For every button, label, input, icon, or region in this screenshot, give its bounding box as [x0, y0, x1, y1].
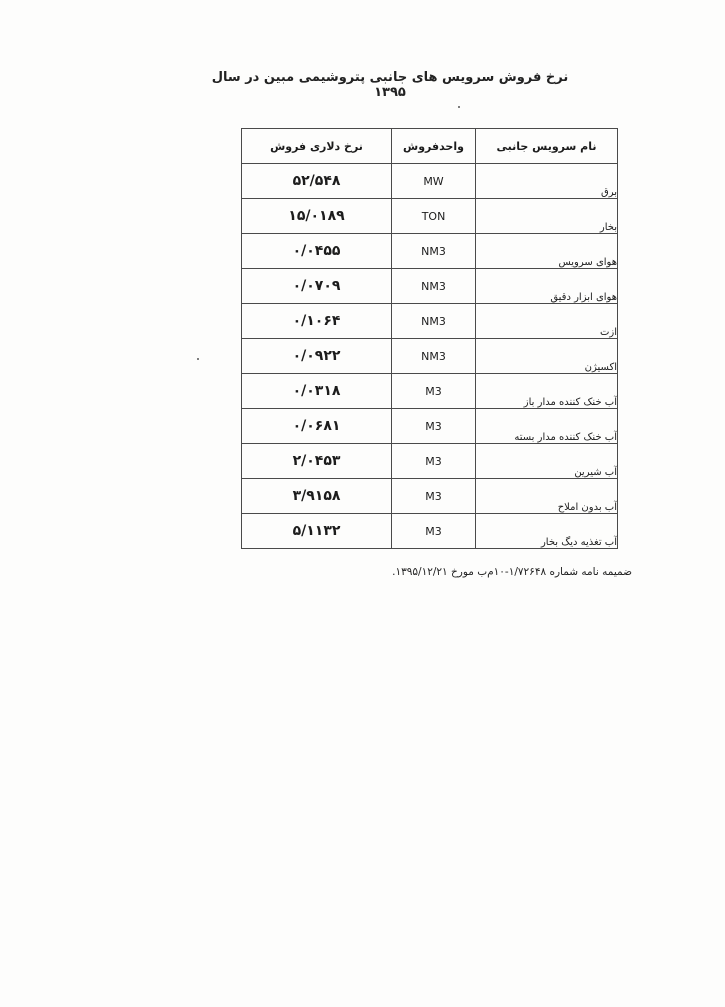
unit-cell: NM3 [392, 339, 476, 374]
table-row [242, 269, 618, 304]
table-row [242, 339, 618, 374]
table-row [242, 409, 618, 444]
rate-cell: ۲/۰۴۵۳ [242, 444, 392, 479]
service-name-cell: آب شیرین [476, 444, 618, 479]
service-name-cell: اکسیژن [476, 339, 618, 374]
rate-cell: ۰/۰۹۲۲ [242, 339, 392, 374]
unit-cell: TON [392, 199, 476, 234]
rate-cell: ۰/۰۴۵۵ [242, 234, 392, 269]
unit-cell: M3 [392, 444, 476, 479]
rate-cell: ۵/۱۱۳۲ [242, 514, 392, 549]
rate-cell: ۳/۹۱۵۸ [242, 479, 392, 514]
service-name-cell: آب بدون املاح [476, 479, 618, 514]
table-row [242, 444, 618, 479]
unit-cell: M3 [392, 409, 476, 444]
attachment-footnote: ضمیمه نامه شماره ۱/۷۲۶۴۸-۱۰م‌ب مورخ ۱۳۹۵/۱۲/۲۱. [392, 566, 632, 578]
scan-speck [458, 106, 460, 108]
table-header-row [242, 129, 618, 164]
unit-cell: NM3 [392, 234, 476, 269]
service-name-cell: برق [476, 164, 618, 199]
unit-cell: M3 [392, 514, 476, 549]
header-rate: نرخ دلاری فروش [242, 129, 392, 164]
table-row [242, 199, 618, 234]
rates-table [241, 128, 618, 549]
service-name-cell: آب خنک کننده مدار باز [476, 374, 618, 409]
service-name-cell: هوای ابزار دقیق [476, 269, 618, 304]
table-row [242, 479, 618, 514]
table-row [242, 514, 618, 549]
header-service-name: نام سرویس جانبی [476, 129, 618, 164]
header-unit: واحدفروش [392, 129, 476, 164]
rate-cell: ۰/۰۳۱۸ [242, 374, 392, 409]
service-name-cell: آب تغذیه دیگ بخار [476, 514, 618, 549]
scan-speck [197, 358, 199, 360]
table-row [242, 374, 618, 409]
rate-cell: ۰/۰۷۰۹ [242, 269, 392, 304]
unit-cell: NM3 [392, 269, 476, 304]
rate-cell: ۵۲/۵۴۸ [242, 164, 392, 199]
unit-cell: NM3 [392, 304, 476, 339]
service-name-cell: بخار [476, 199, 618, 234]
rate-cell: ۰/۱۰۶۴ [242, 304, 392, 339]
unit-cell: M3 [392, 374, 476, 409]
table-row [242, 164, 618, 199]
unit-cell: MW [392, 164, 476, 199]
rate-cell: ۱۵/۰۱۸۹ [242, 199, 392, 234]
table-row [242, 234, 618, 269]
unit-cell: M3 [392, 479, 476, 514]
rate-cell: ۰/۰۶۸۱ [242, 409, 392, 444]
document-title: نرخ فروش سرویس های جانبی پتروشیمی مبین در سال ۱۳۹۵ [211, 70, 569, 100]
service-name-cell: ازت [476, 304, 618, 339]
table-row [242, 304, 618, 339]
service-name-cell: هوای سرویس [476, 234, 618, 269]
service-name-cell: آب خنک کننده مدار بسته [476, 409, 618, 444]
